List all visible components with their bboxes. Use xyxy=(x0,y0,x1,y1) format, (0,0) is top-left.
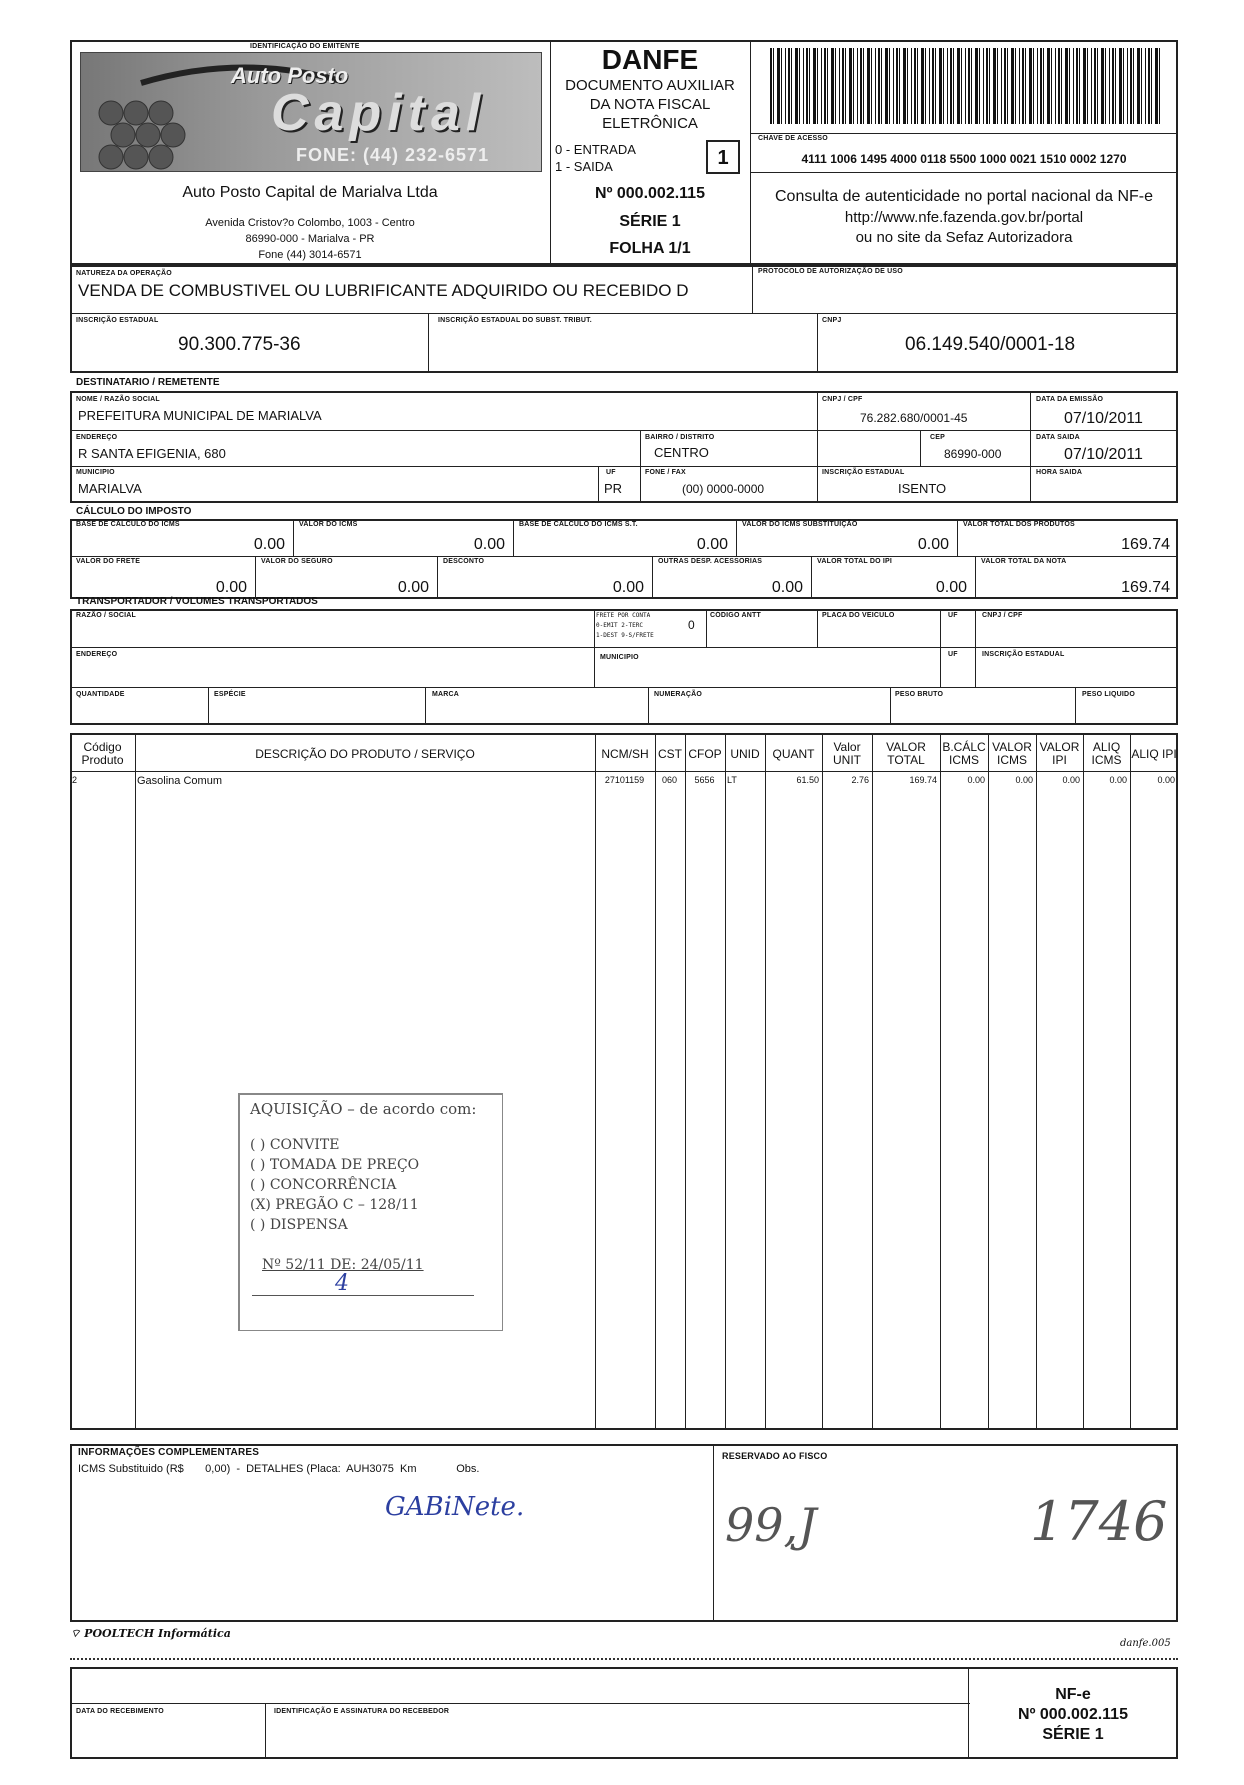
divider xyxy=(750,172,1178,173)
column-header: ALIQ IPI xyxy=(1131,746,1177,761)
column-header: ALIQ ICMS xyxy=(1091,740,1122,767)
stamp-option-4: (X) PREGÃO C – 128/11 xyxy=(250,1197,419,1213)
divider xyxy=(640,430,641,466)
table-cell: 0.00 xyxy=(1015,775,1033,785)
divider xyxy=(920,430,921,466)
column-header: Valor UNIT xyxy=(833,740,861,767)
qty-label: QUANTIDADE xyxy=(76,691,125,698)
column-header: B.CÁLC ICMS xyxy=(942,740,986,767)
divider xyxy=(817,391,818,503)
table-cell: 0.00 xyxy=(1062,775,1080,785)
table-cell: Gasolina Comum xyxy=(137,775,222,787)
issuer-label: IDENTIFICAÇÃO DO EMITENTE xyxy=(250,43,360,50)
column-divider xyxy=(1083,733,1084,1430)
recipient-section-title: DESTINATARIO / REMETENTE xyxy=(76,377,220,388)
stamp-option-5: ( ) DISPENSA xyxy=(250,1217,348,1233)
divider xyxy=(713,1444,714,1622)
divider xyxy=(817,609,818,647)
stamp-signature-line xyxy=(252,1295,474,1296)
document-sheet: FOLHA 1/1 xyxy=(609,240,691,257)
recipient-name: PREFEITURA MUNICIPAL DE MARIALVA xyxy=(78,408,322,423)
acquisition-stamp xyxy=(238,1093,503,1331)
divider xyxy=(70,430,1178,431)
table-cell: 0.00 xyxy=(967,775,985,785)
logo-phone: FONE: (44) 232-6571 xyxy=(296,145,490,165)
tax-field-value: 0.00 xyxy=(917,536,949,553)
divider xyxy=(890,687,891,725)
carrier-city-label: MUNICIPIO xyxy=(600,654,639,661)
uf-label: UF xyxy=(606,469,616,476)
danfe-title: DANFE xyxy=(601,44,699,75)
tax-field-value: 0.00 xyxy=(612,579,644,596)
logo-text-2: Capital xyxy=(271,84,487,142)
recipient-address: R SANTA EFIGENIA, 680 xyxy=(78,446,226,461)
issuer-phone: Fone (44) 3014-6571 xyxy=(258,249,362,261)
net-weight-label: PESO LIQUIDO xyxy=(1082,691,1135,698)
numbering-label: NUMERAÇÃO xyxy=(654,691,703,698)
table-cell: 0.00 xyxy=(1109,775,1127,785)
divider xyxy=(70,466,1178,467)
exit-date-label: DATA SAIDA xyxy=(1036,434,1080,441)
column-header: VALOR TOTAL xyxy=(886,740,926,767)
form-code: danfe.005 xyxy=(1120,1638,1171,1649)
freight-option-3: 1-DEST 9-S/FRETE xyxy=(596,632,654,639)
ie-label: INSCRIÇÃO ESTADUAL xyxy=(76,317,159,324)
divider xyxy=(594,609,595,687)
carrier-name-label: RAZÃO / SOCIAL xyxy=(76,612,136,619)
consult-line-3: ou no site da Sefaz Autorizadora xyxy=(855,229,1073,246)
receipt-nfe-series: SÉRIE 1 xyxy=(1042,1726,1104,1743)
recipient-ie-label: INSCRIÇÃO ESTADUAL xyxy=(822,469,905,476)
danfe-sub-3: ELETRÔNICA xyxy=(602,115,698,132)
table-cell: 5656 xyxy=(694,775,715,785)
entry-option: 0 - ENTRADA xyxy=(555,142,636,157)
additional-info-text: ICMS Substituido (R$ 0,00) - DETALHES (Placa: AUH3075 Km Obs. xyxy=(78,1463,480,1475)
column-divider xyxy=(135,733,136,1430)
issue-date: 07/10/2011 xyxy=(1064,410,1143,427)
carrier-uf-label: UF xyxy=(948,612,958,619)
cnpj-value: 06.149.540/0001-18 xyxy=(905,334,1076,355)
table-cell: 169.74 xyxy=(909,775,937,785)
cut-line xyxy=(70,1658,1178,1660)
stamp-footer: Nº 52/11 DE: 24/05/11 xyxy=(262,1257,424,1273)
issue-date-label: DATA DA EMISSÃO xyxy=(1036,396,1104,403)
cep-label: CEP xyxy=(930,434,945,441)
divider xyxy=(70,647,1178,648)
tax-field-value: 0.00 xyxy=(771,579,803,596)
column-header: CFOP xyxy=(688,746,722,761)
divider xyxy=(428,313,429,373)
freight-value: 0 xyxy=(688,618,695,632)
column-divider xyxy=(1036,733,1037,1430)
column-header: NCM/SH xyxy=(601,746,649,761)
column-divider xyxy=(988,733,989,1430)
divider xyxy=(598,466,599,503)
vendor-wifi-icon: ⌔ xyxy=(70,1627,85,1640)
column-header: Código Produto xyxy=(81,740,124,767)
tax-field-label: VALOR TOTAL DOS PRODUTOS xyxy=(963,521,1075,528)
tax-field-value: 0.00 xyxy=(473,536,505,553)
freight-option-2: 0-EMIT 2-TERC xyxy=(596,622,643,629)
district-label: BAIRRO / DISTRITO xyxy=(645,434,715,441)
column-header: UNID xyxy=(730,746,760,761)
tax-field-label: VALOR TOTAL DA NOTA xyxy=(981,558,1067,565)
column-divider xyxy=(940,733,941,1430)
receipt-nfe: NF-e xyxy=(1055,1686,1091,1703)
tax-field-value: 0.00 xyxy=(215,579,247,596)
table-cell: 2.76 xyxy=(851,775,869,785)
transport-section-title: TRANSPORTADOR / VOLUMES TRANSPORTADOS xyxy=(76,596,318,607)
divider xyxy=(640,466,641,503)
carrier-uf2-label: UF xyxy=(948,651,958,658)
exit-time-label: HORA SAIDA xyxy=(1036,469,1083,476)
carrier-cnpj-label: CNPJ / CPF xyxy=(982,612,1023,619)
divider xyxy=(265,1703,266,1759)
recipient-cnpj-label: CNPJ / CPF xyxy=(822,396,863,403)
receipt-date-label: DATA DO RECEBIMENTO xyxy=(76,1708,164,1715)
gross-weight-label: PESO BRUTO xyxy=(895,691,944,698)
column-divider xyxy=(655,733,656,1430)
consult-line-2: http://www.nfe.fazenda.gov.br/portal xyxy=(844,209,1084,226)
tax-field-value: 169.74 xyxy=(1121,536,1170,553)
issuer-logo xyxy=(80,52,542,172)
recipient-cnpj: 76.282.680/0001-45 xyxy=(860,411,968,425)
tax-field-label: VALOR DO ICMS xyxy=(299,521,358,528)
divider xyxy=(70,313,1178,314)
issuer-city: 86990-000 - Marialva - PR xyxy=(245,233,375,245)
ie-st-label: INSCRIÇÃO ESTADUAL DO SUBST. TRIBUT. xyxy=(438,317,592,324)
column-divider xyxy=(872,733,873,1430)
issuer-address: Avenida Cristov?o Colombo, 1003 - Centro xyxy=(205,217,415,229)
phone-label: FONE / FAX xyxy=(645,469,686,476)
tax-field-value: 0.00 xyxy=(935,579,967,596)
carrier-address-label: ENDEREÇO xyxy=(76,651,118,658)
city-label: MUNICIPIO xyxy=(76,469,115,476)
column-header: CST xyxy=(658,746,682,761)
divider xyxy=(208,687,209,725)
table-cell: 0.00 xyxy=(1157,775,1175,785)
tax-field-label: VALOR TOTAL DO IPI xyxy=(817,558,893,565)
document-series: SÉRIE 1 xyxy=(619,213,681,230)
divider xyxy=(70,687,1178,688)
fisco-label: RESERVADO AO FISCO xyxy=(722,1451,828,1461)
exit-option: 1 - SAIDA xyxy=(555,159,613,174)
additional-info-label: INFORMAÇÕES COMPLEMENTARES xyxy=(78,1447,260,1458)
tax-field-value: 0.00 xyxy=(253,536,285,553)
receipt-sign-label: IDENTIFICAÇÃO E ASSINATURA DO RECEBEDOR xyxy=(274,1708,450,1715)
city: MARIALVA xyxy=(78,481,142,496)
access-key: 4111 1006 1495 4000 0118 5500 1000 0021 1510 0002 1270 xyxy=(801,152,1127,166)
divider xyxy=(752,265,753,313)
column-divider xyxy=(725,733,726,1430)
tax-field-label: VALOR DO ICMS SUBSTITUIÇÃO xyxy=(742,521,858,528)
phone: (00) 0000-0000 xyxy=(682,482,765,496)
species-label: ESPÉCIE xyxy=(214,691,246,698)
table-cell: 060 xyxy=(661,775,678,785)
items-table xyxy=(70,733,1178,1430)
stamp-option-3: ( ) CONCORRÊNCIA xyxy=(250,1177,397,1193)
nature-value: VENDA DE COMBUSTIVEL OU LUBRIFICANTE ADQUIRIDO OU RECEBIDO D xyxy=(78,281,689,300)
divider xyxy=(1030,391,1031,503)
column-header: VALOR ICMS xyxy=(992,740,1032,767)
divider xyxy=(817,313,818,373)
divider xyxy=(750,133,1178,134)
vendor-name: POOLTECH Informática xyxy=(84,1627,231,1640)
table-cell: LT xyxy=(727,775,737,785)
table-cell: 2 xyxy=(72,775,78,785)
carrier-ie-label: INSCRIÇÃO ESTADUAL xyxy=(982,651,1065,658)
divider xyxy=(425,687,426,725)
danfe-sub-2: DA NOTA FISCAL xyxy=(589,96,711,113)
fisco-handwriting-1: 99,J xyxy=(725,1498,817,1552)
divider xyxy=(706,609,707,647)
protocol-label: PROTOCOLO DE AUTORIZAÇÃO DE USO xyxy=(758,268,903,275)
tax-field-label: OUTRAS DESP. ACESSORIAS xyxy=(658,558,763,565)
stamp-initial: 4 xyxy=(335,1271,349,1296)
district: CENTRO xyxy=(654,445,709,460)
tax-field-label: VALOR DO FRETE xyxy=(76,558,141,565)
divider xyxy=(648,687,649,725)
tax-section-title: CÁLCULO DO IMPOSTO xyxy=(76,506,192,517)
divider xyxy=(940,609,941,687)
tax-field-label: BASE DE CALCULO DO ICMS S.T. xyxy=(519,521,638,528)
consult-line-1: Consulta de autenticidade no portal nacional da NF-e xyxy=(774,188,1154,205)
stamp-option-1: ( ) CONVITE xyxy=(250,1137,340,1153)
recipient-name-label: NOME / RAZÃO SOCIAL xyxy=(76,396,160,403)
column-header: DESCRIÇÃO DO PRODUTO / SERVIÇO xyxy=(255,746,475,761)
document-number: Nº 000.002.115 xyxy=(595,185,705,202)
vendor-logo xyxy=(70,1627,231,1641)
issuer-name: Auto Posto Capital de Marialva Ltda xyxy=(182,184,438,201)
operation-type-box: 1 xyxy=(706,140,740,174)
ie-value: 90.300.775-36 xyxy=(178,334,301,355)
column-divider xyxy=(1130,733,1131,1430)
column-header: QUANT xyxy=(772,746,815,761)
access-key-label: CHAVE DE ACESSO xyxy=(758,135,828,142)
divider xyxy=(975,609,976,687)
exit-date: 07/10/2011 xyxy=(1064,446,1143,463)
logo-text-1: Auto Posto xyxy=(231,63,349,88)
plate-label: PLACA DO VEICULO xyxy=(822,612,895,619)
uf: PR xyxy=(604,481,623,496)
danfe-sub-1: DOCUMENTO AUXILIAR xyxy=(565,77,735,94)
barcode xyxy=(770,48,1162,124)
receipt-nfe-number: Nº 000.002.115 xyxy=(1018,1706,1128,1723)
column-divider xyxy=(685,733,686,1430)
tax-field-label: BASE DE CALCULO DO ICMS xyxy=(76,521,180,528)
tax-field-value: 0.00 xyxy=(397,579,429,596)
freight-option-1: FRETE POR CONTA xyxy=(596,612,651,619)
handwritten-note: GABiNete. xyxy=(385,1492,525,1522)
stamp-title: AQUISIÇÃO – de acordo com: xyxy=(250,1100,477,1118)
column-divider xyxy=(765,733,766,1430)
tax-field-label: DESCONTO xyxy=(443,558,485,565)
divider xyxy=(70,1703,970,1704)
column-divider xyxy=(595,733,596,1430)
antt-label: CÓDIGO ANTT xyxy=(710,612,761,619)
column-divider xyxy=(822,733,823,1430)
divider xyxy=(1075,687,1076,725)
cnpj-label: CNPJ xyxy=(822,317,842,324)
column-header: VALOR IPI xyxy=(1039,740,1080,767)
recipient-address-label: ENDEREÇO xyxy=(76,434,118,441)
table-cell: 27101159 xyxy=(604,775,645,785)
tax-field-value: 0.00 xyxy=(696,536,728,553)
tax-field-label: VALOR DO SEGURO xyxy=(261,558,333,565)
table-cell: 61.50 xyxy=(796,775,819,785)
stamp-option-2: ( ) TOMADA DE PREÇO xyxy=(250,1157,420,1173)
brand-label: MARCA xyxy=(432,691,460,698)
recipient-ie: ISENTO xyxy=(898,481,947,496)
cep: 86990-000 xyxy=(944,447,1002,461)
fisco-handwriting-2: 1746 xyxy=(1030,1490,1168,1553)
nature-label: NATUREZA DA OPERAÇÃO xyxy=(76,270,172,277)
tax-field-value: 169.74 xyxy=(1121,579,1170,596)
divider xyxy=(70,556,1178,557)
